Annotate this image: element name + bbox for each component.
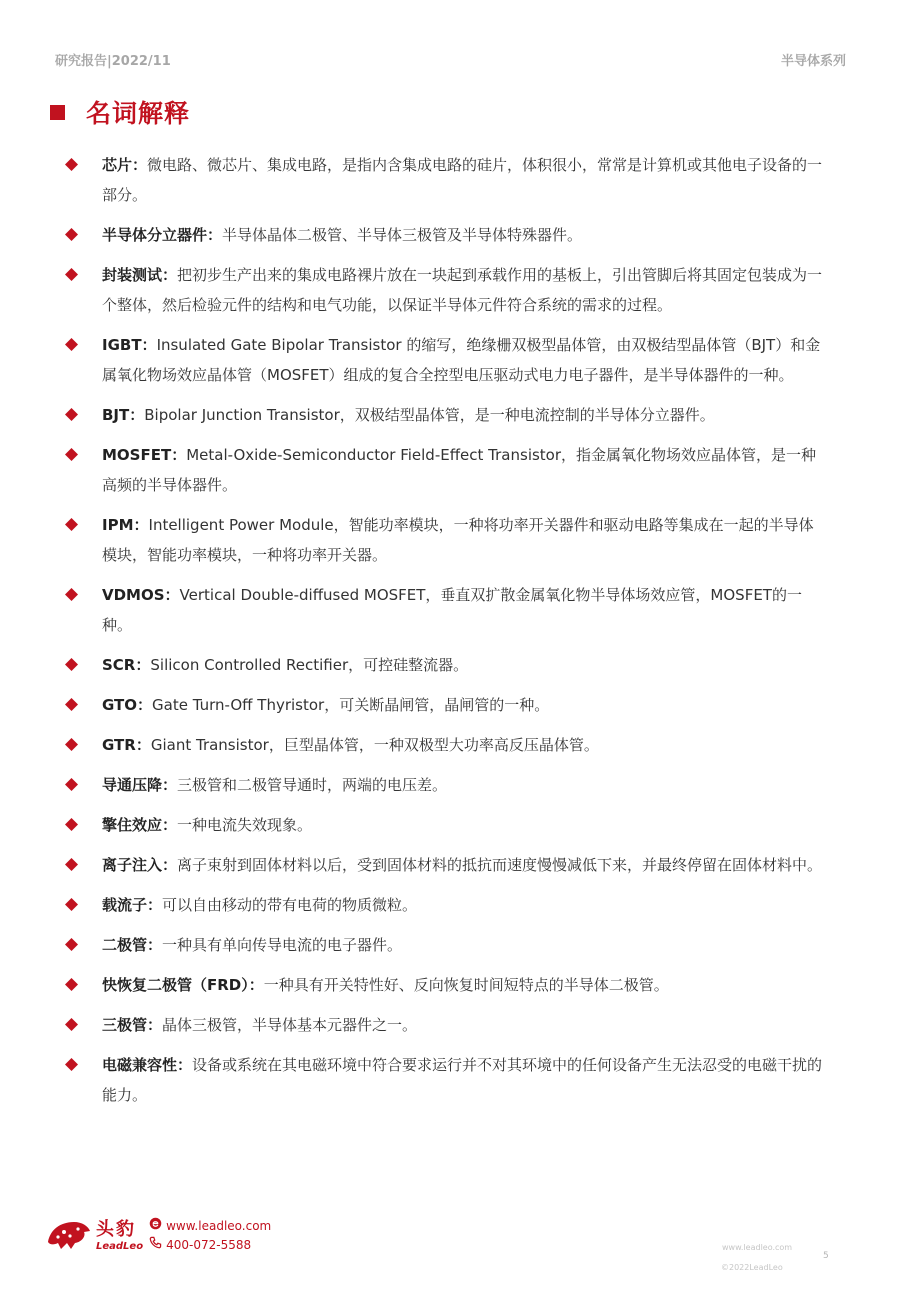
brand-name-en: LeadLeo <box>96 1240 144 1252</box>
glossary-definition: Insulated Gate Bipolar Transistor 的缩写，绝缘栅双极型晶体管，由双极结型晶体管（BJT）和金属氧化物场效应晶体管（MOSFET）组成的复合全控型电压驱动式电力电子器件，是半导体器件的一种。 <box>102 336 821 384</box>
phone-row <box>149 1236 271 1255</box>
website-link[interactable]: www.leadleo.com <box>166 1219 272 1233</box>
glossary-definition: Silicon Controlled Rectifier，可控硅整流器。 <box>150 656 469 674</box>
section-heading <box>50 94 190 130</box>
diamond-bullet-icon <box>65 518 78 531</box>
diamond-bullet-icon <box>65 938 78 951</box>
glossary-term: 二极管： <box>102 936 163 954</box>
glossary-definition: Metal-Oxide-Semiconductor Field-Effect Transistor，指金属氧化物场效应晶体管，是一种高频的半导体器件。 <box>102 446 817 494</box>
glossary-item <box>63 730 828 760</box>
glossary-term: 电磁兼容性： <box>102 1056 193 1074</box>
glossary-term: SCR： <box>102 656 151 674</box>
glossary-term: GTO： <box>102 696 153 714</box>
glossary-term: 导通压降： <box>102 776 178 794</box>
glossary-term: GTR： <box>102 736 151 754</box>
glossary-item <box>63 850 828 880</box>
glossary-definition: 晶体三极管，半导体基本元器件之一。 <box>162 1016 418 1034</box>
diamond-bullet-icon <box>65 898 78 911</box>
website-row[interactable] <box>149 1217 271 1236</box>
page-title: 名词解释 <box>86 99 191 128</box>
glossary-term: 三极管： <box>102 1016 163 1034</box>
diamond-bullet-icon <box>65 228 78 241</box>
glossary-definition: 设备或系统在其电磁环境中符合要求运行并不对其环境中的任何设备产生无法忍受的电磁干扰的能力。 <box>102 1056 823 1104</box>
glossary-definition: 把初步生产出来的集成电路裸片放在一块起到承载作用的基板上，引出管脚后将其固定包装成为一个整体，然后检验元件的结构和电气功能，以保证半导体元件符合系统的需求的过程。 <box>102 266 823 314</box>
diamond-bullet-icon <box>65 658 78 671</box>
glossary-item <box>63 770 828 800</box>
glossary-term: 载流子： <box>102 896 163 914</box>
glossary-list <box>63 150 828 1120</box>
page-number: 5 <box>823 1251 829 1261</box>
glossary-term: 芯片： <box>102 156 148 174</box>
glossary-item <box>63 810 828 840</box>
glossary-item <box>63 930 828 960</box>
glossary-item <box>63 1050 828 1110</box>
glossary-definition: 一种具有开关特性好、反向恢复时间短特点的半导体二极管。 <box>263 976 669 994</box>
series-label: 半导体系列 <box>780 54 846 69</box>
glossary-definition: Intelligent Power Module，智能功率模块，一种将功率开关器件和驱动电路等集成在一起的半导体模块，智能功率模块，一种将功率开关器。 <box>102 516 814 564</box>
footer-brand <box>44 1216 271 1256</box>
glossary-item <box>63 1010 828 1040</box>
glossary-term: IGBT： <box>102 336 157 354</box>
diamond-bullet-icon <box>65 338 78 351</box>
glossary-term: 擎住效应： <box>102 816 178 834</box>
glossary-definition: Bipolar Junction Transistor，双极结型晶体管，是一种电流控制的半导体分立器件。 <box>144 406 715 424</box>
glossary-term: IPM： <box>102 516 149 534</box>
heading-square-icon <box>50 105 65 120</box>
glossary-item <box>63 690 828 720</box>
brand-name: 头豹 <box>96 1218 136 1240</box>
glossary-definition: 一种具有单向传导电流的电子器件。 <box>162 936 403 954</box>
diamond-bullet-icon <box>65 738 78 751</box>
diamond-bullet-icon <box>65 778 78 791</box>
glossary-term: MOSFET： <box>102 446 187 464</box>
footer-copyright: ©2022LeadLeo <box>721 1263 783 1272</box>
glossary-term: 离子注入： <box>102 856 178 874</box>
glossary-definition: 微电路、微芯片、集成电路，是指内含集成电路的硅片，体积很小，常常是计算机或其他电子设备的一部分。 <box>102 156 823 204</box>
glossary-definition: Vertical Double-diffused MOSFET，垂直双扩散金属氧化物半导体场效应管，MOSFET的一种。 <box>102 586 802 634</box>
diamond-bullet-icon <box>65 858 78 871</box>
report-date-label: 研究报告|2022/11 <box>55 54 171 69</box>
glossary-item <box>63 260 828 320</box>
diamond-bullet-icon <box>65 588 78 601</box>
diamond-bullet-icon <box>65 158 78 171</box>
glossary-definition: 一种电流失效现象。 <box>177 816 313 834</box>
glossary-definition: Gate Turn-Off Thyristor，可关断晶闸管，晶闸管的一种。 <box>152 696 550 714</box>
phone-number: 400-072-5588 <box>166 1238 252 1252</box>
glossary-term: 半导体分立器件： <box>102 226 223 244</box>
glossary-item <box>63 150 828 210</box>
phone-icon <box>149 1236 166 1255</box>
glossary-item <box>63 890 828 920</box>
glossary-item <box>63 330 828 390</box>
glossary-item <box>63 510 828 570</box>
glossary-term: BJT： <box>102 406 145 424</box>
glossary-item <box>63 580 828 640</box>
leopard-logo-icon <box>44 1216 92 1256</box>
diamond-bullet-icon <box>65 698 78 711</box>
glossary-term: 封装测试： <box>102 266 178 284</box>
diamond-bullet-icon <box>65 978 78 991</box>
diamond-bullet-icon <box>65 818 78 831</box>
glossary-term: 快恢复二极管（FRD）： <box>102 976 264 994</box>
diamond-bullet-icon <box>65 268 78 281</box>
glossary-item <box>63 650 828 680</box>
diamond-bullet-icon <box>65 448 78 461</box>
glossary-term: VDMOS： <box>102 586 180 604</box>
glossary-definition: 三极管和二极管导通时，两端的电压差。 <box>177 776 448 794</box>
glossary-item <box>63 220 828 250</box>
glossary-item <box>63 400 828 430</box>
glossary-definition: 离子束射到固体材料以后，受到固体材料的抵抗而速度慢慢减低下来，并最终停留在固体材料中。 <box>177 856 823 874</box>
glossary-definition: 可以自由移动的带有电荷的物质微粒。 <box>162 896 418 914</box>
diamond-bullet-icon <box>65 1058 78 1071</box>
glossary-definition: 半导体晶体二极管、半导体三极管及半导体特殊器件。 <box>222 226 583 244</box>
glossary-item <box>63 440 828 500</box>
glossary-definition: Giant Transistor，巨型晶体管，一种双极型大功率高反压晶体管。 <box>150 736 599 754</box>
glossary-item <box>63 970 828 1000</box>
page-header <box>55 50 846 70</box>
diamond-bullet-icon <box>65 1018 78 1031</box>
footer-website-small: www.leadleo.com <box>722 1243 793 1252</box>
diamond-bullet-icon <box>65 408 78 421</box>
web-icon <box>149 1217 166 1236</box>
